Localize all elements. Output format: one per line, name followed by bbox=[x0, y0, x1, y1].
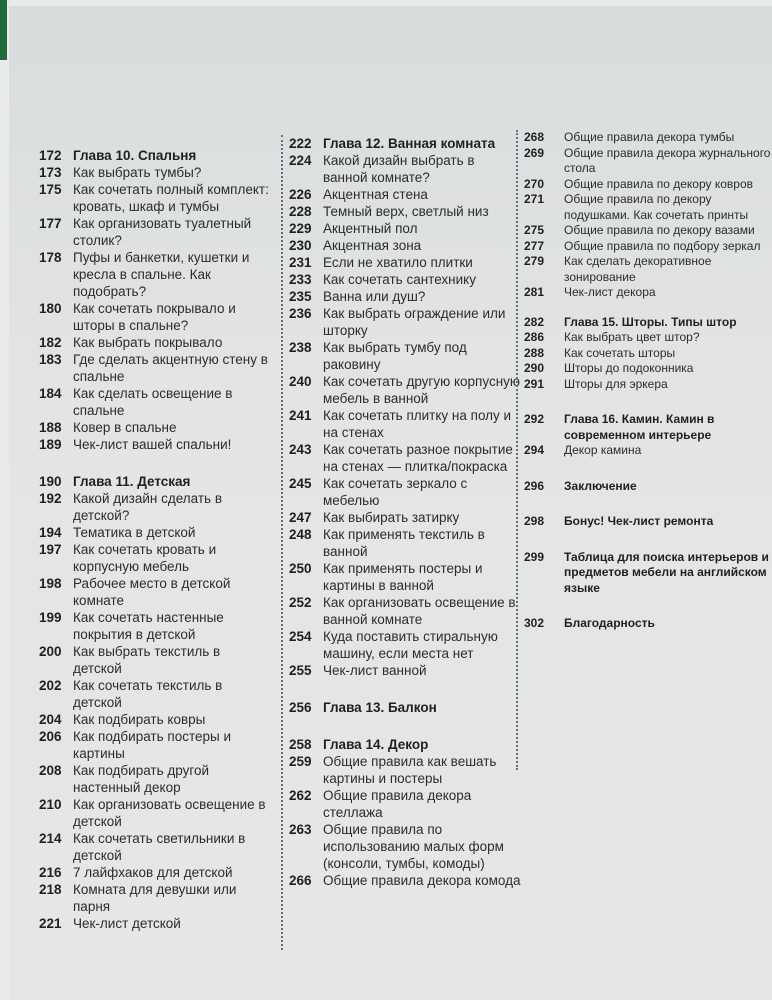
page-number: 172 bbox=[39, 148, 62, 163]
page-number: 210 bbox=[39, 797, 62, 812]
toc-entry bbox=[39, 419, 269, 436]
toc-chapter-entry bbox=[289, 699, 521, 716]
entry-title: Общие правила как вешать картины и постеры bbox=[323, 754, 497, 786]
entry-title: Общие правила декора тумбы bbox=[564, 130, 735, 144]
entry-title: Общие правила по подбору зеркал bbox=[564, 238, 761, 253]
section-gap bbox=[524, 530, 772, 550]
entry-title: Ковер в спальне bbox=[73, 420, 177, 435]
toc-entry bbox=[289, 509, 521, 526]
page-number: 199 bbox=[39, 610, 62, 625]
toc-entry bbox=[289, 373, 521, 407]
toc-entry bbox=[39, 334, 269, 351]
page-number: 275 bbox=[524, 223, 545, 237]
toc-entry bbox=[39, 351, 269, 385]
entry-title: Как организовать туалетный столик? bbox=[73, 216, 252, 248]
page-number: 197 bbox=[39, 542, 62, 557]
page-number: 208 bbox=[39, 763, 62, 778]
section-gap bbox=[39, 453, 269, 473]
entry-title: Общие правила по декору подушками. Как сочетать принты bbox=[564, 192, 749, 222]
entry-title: 7 лайфхаков для детской bbox=[73, 865, 233, 880]
page-number: 180 bbox=[39, 301, 62, 316]
page-number: 216 bbox=[39, 865, 62, 880]
entry-title: Как выбрать покрывало bbox=[73, 335, 223, 350]
toc-entry bbox=[39, 728, 269, 762]
toc-entry bbox=[289, 339, 521, 373]
page-number: 235 bbox=[289, 289, 312, 304]
toc-entry bbox=[289, 475, 521, 509]
toc-column-3 bbox=[516, 130, 772, 770]
entry-title: Как сделать декоративное зонирование bbox=[564, 254, 712, 284]
toc-entry bbox=[39, 864, 269, 881]
page-number: 258 bbox=[289, 737, 312, 752]
book-cover-edge bbox=[0, 0, 7, 60]
entry-title: Акцентная зона bbox=[323, 238, 422, 253]
page-number: 296 bbox=[524, 478, 545, 493]
page-number: 194 bbox=[39, 525, 62, 540]
page-number: 252 bbox=[289, 595, 312, 610]
entry-title: Как сочетать разное покрытие на стенах — плитка/покраска bbox=[323, 442, 513, 474]
toc-entry bbox=[39, 300, 269, 334]
chapter-title: Заключение bbox=[564, 478, 637, 493]
entry-title: Общие правила декора комода bbox=[323, 873, 521, 888]
chapter-title: Глава 13. Балкон bbox=[323, 700, 437, 715]
toc-column-2 bbox=[281, 135, 521, 950]
entry-title: Акцентная стена bbox=[323, 187, 428, 202]
toc-entry bbox=[524, 361, 772, 377]
chapter-title: Глава 11. Детская bbox=[73, 474, 191, 489]
page-number: 294 bbox=[524, 443, 545, 457]
page-number: 229 bbox=[289, 221, 312, 236]
page-number: 269 bbox=[524, 145, 545, 160]
chapter-title: Благодарность bbox=[564, 616, 655, 630]
page-number: 230 bbox=[289, 238, 312, 253]
entry-title: Как выбирать затирку bbox=[323, 510, 460, 525]
page-number: 262 bbox=[289, 788, 312, 803]
toc-entry bbox=[39, 181, 269, 215]
toc-entry bbox=[289, 872, 521, 889]
toc-chapter-entry bbox=[524, 412, 772, 443]
toc-chapter-entry bbox=[289, 135, 521, 152]
page-number: 247 bbox=[289, 510, 312, 525]
toc-entry bbox=[289, 560, 521, 594]
chapter-title: Глава 12. Ванная комната bbox=[323, 136, 496, 151]
toc-entry bbox=[289, 628, 521, 662]
toc-entry bbox=[39, 609, 269, 643]
entry-title: Как выбрать цвет штор? bbox=[564, 330, 700, 344]
page-number: 236 bbox=[289, 306, 312, 321]
entry-title: Как сочетать текстиль в детской bbox=[73, 678, 223, 710]
page-number: 182 bbox=[39, 335, 62, 350]
entry-title: Общие правила декора журнального стола bbox=[564, 145, 771, 175]
entry-title: Как выбрать тумбы? bbox=[73, 165, 202, 180]
page-number: 241 bbox=[289, 408, 312, 423]
toc-entry bbox=[524, 254, 772, 285]
section-gap bbox=[524, 596, 772, 616]
entry-title: Чек-лист детской bbox=[73, 916, 181, 931]
chapter-title: Глава 10. Спальня bbox=[73, 148, 197, 163]
page-number: 298 bbox=[524, 514, 545, 528]
toc-chapter-entry bbox=[39, 147, 269, 164]
page-number: 238 bbox=[289, 340, 312, 355]
entry-title: Куда поставить стиральную машину, если места нет bbox=[323, 629, 498, 661]
entry-title: Как сочетать настенные покрытия в детской bbox=[73, 610, 224, 642]
page-number: 240 bbox=[289, 374, 312, 389]
chapter-title: Глава 16. Камин. Камин в современном интерьере bbox=[564, 412, 715, 442]
chapter-title: Глава 14. Декор bbox=[323, 737, 429, 752]
toc-chapter-entry bbox=[524, 550, 772, 597]
toc-entry bbox=[289, 237, 521, 254]
page-number: 266 bbox=[289, 873, 312, 888]
page-number: 299 bbox=[524, 549, 545, 564]
section-gap bbox=[289, 716, 521, 736]
page-number: 282 bbox=[524, 314, 545, 329]
entry-title: Как сочетать зеркало с мебелью bbox=[323, 476, 468, 508]
entry-title: Акцентный пол bbox=[323, 221, 418, 236]
toc-chapter-entry bbox=[524, 616, 772, 632]
page-number: 183 bbox=[39, 352, 62, 367]
entry-title: Чек-лист вашей спальни! bbox=[73, 437, 232, 452]
toc-entry bbox=[39, 677, 269, 711]
entry-title: Как сочетать шторы bbox=[564, 345, 676, 360]
page-number: 214 bbox=[39, 831, 62, 846]
entry-title: Как применять постеры и картины в ванной bbox=[323, 561, 483, 593]
toc-chapter-entry bbox=[524, 479, 772, 495]
page-number: 221 bbox=[39, 916, 62, 931]
entry-title: Как сочетать светильники в детской bbox=[73, 831, 246, 863]
toc-entry bbox=[524, 377, 772, 393]
entry-title: Комната для девушки или парня bbox=[73, 882, 237, 914]
toc-entry bbox=[289, 220, 521, 237]
toc-entry bbox=[39, 762, 269, 796]
section-gap bbox=[289, 679, 521, 699]
entry-title: Как применять текстиль в ванной bbox=[323, 527, 485, 559]
chapter-title: Глава 15. Шторы. Типы штор bbox=[564, 314, 737, 329]
page-number: 189 bbox=[39, 437, 62, 452]
toc-entry bbox=[39, 524, 269, 541]
section-gap bbox=[524, 392, 772, 412]
toc-entry bbox=[289, 152, 521, 186]
entry-title: Как сочетать сантехнику bbox=[323, 272, 476, 287]
page-number: 290 bbox=[524, 361, 545, 375]
toc-entry bbox=[289, 288, 521, 305]
page-number: 254 bbox=[289, 629, 312, 644]
toc-entry bbox=[524, 146, 772, 177]
page-number: 206 bbox=[39, 729, 62, 744]
entry-title: Общие правила по использованию малых форм (консоли, тумбы, комоды) bbox=[323, 822, 504, 871]
entry-title: Как сделать освещение в спальне bbox=[73, 386, 233, 418]
entry-title: Шторы для эркера bbox=[564, 376, 668, 391]
page-number: 279 bbox=[524, 254, 545, 268]
toc-entry bbox=[39, 215, 269, 249]
page-number: 281 bbox=[524, 285, 545, 299]
toc-entry bbox=[289, 407, 521, 441]
entry-title: Какой дизайн выбрать в ванной комнате? bbox=[323, 153, 475, 185]
toc-entry bbox=[39, 164, 269, 181]
entry-title: Как выбрать тумбу под раковину bbox=[323, 340, 467, 372]
page-number: 286 bbox=[524, 330, 545, 344]
entry-title: Как сочетать другую корпусную мебель в ванной bbox=[323, 374, 521, 406]
toc-entry bbox=[289, 186, 521, 203]
toc-entry bbox=[39, 541, 269, 575]
toc-chapter-entry bbox=[524, 315, 772, 331]
toc-entry bbox=[524, 443, 772, 459]
toc-entry bbox=[39, 711, 269, 728]
toc-entry bbox=[39, 490, 269, 524]
page-number: 291 bbox=[524, 376, 545, 391]
page-number: 288 bbox=[524, 345, 545, 360]
book-page bbox=[9, 6, 772, 1000]
page-number: 190 bbox=[39, 474, 62, 489]
page-number: 302 bbox=[524, 616, 545, 630]
toc-entry bbox=[289, 526, 521, 560]
section-gap bbox=[524, 301, 772, 315]
page-number: 268 bbox=[524, 130, 545, 144]
toc-entry bbox=[289, 441, 521, 475]
entry-title: Шторы до подоконника bbox=[564, 361, 694, 375]
page-number: 228 bbox=[289, 204, 312, 219]
entry-title: Ванна или душ? bbox=[323, 289, 426, 304]
toc-chapter-entry bbox=[289, 736, 521, 753]
page-number: 188 bbox=[39, 420, 62, 435]
toc-entry bbox=[289, 821, 521, 872]
entry-title: Общие правила по декору ковров bbox=[564, 176, 753, 191]
toc-entry bbox=[289, 305, 521, 339]
entry-title: Тематика в детской bbox=[73, 525, 196, 540]
toc-column-1 bbox=[39, 147, 269, 932]
entry-title: Как выбрать текстиль в детской bbox=[73, 644, 221, 676]
toc-entry bbox=[39, 830, 269, 864]
page-number: 263 bbox=[289, 822, 312, 837]
page-number: 277 bbox=[524, 238, 545, 253]
page-number: 222 bbox=[289, 136, 312, 151]
page-number: 259 bbox=[289, 754, 312, 769]
entry-title: Общие правила по декору вазами bbox=[564, 223, 755, 237]
entry-title: Как организовать освещение в детской bbox=[73, 797, 266, 829]
entry-title: Как подбирать другой настенный декор bbox=[73, 763, 210, 795]
toc-entry bbox=[39, 796, 269, 830]
page-number: 184 bbox=[39, 386, 62, 401]
page-number: 248 bbox=[289, 527, 312, 542]
entry-title: Как сочетать покрывало и шторы в спальне? bbox=[73, 301, 236, 333]
toc-chapter-entry bbox=[39, 473, 269, 490]
page-number: 218 bbox=[39, 882, 62, 897]
page-number: 192 bbox=[39, 491, 62, 506]
page-number: 231 bbox=[289, 255, 312, 270]
page-number: 200 bbox=[39, 644, 62, 659]
entry-title: Где сделать акцентную стену в спальне bbox=[73, 352, 268, 384]
toc-entry bbox=[39, 881, 269, 915]
toc-entry bbox=[289, 594, 521, 628]
toc-entry bbox=[524, 130, 772, 146]
entry-title: Чек-лист ванной bbox=[323, 663, 427, 678]
toc-entry bbox=[289, 662, 521, 679]
toc-entry bbox=[524, 239, 772, 255]
page-number: 245 bbox=[289, 476, 312, 491]
toc-entry bbox=[524, 346, 772, 362]
page-number: 177 bbox=[39, 216, 62, 231]
page-number: 175 bbox=[39, 182, 62, 197]
chapter-title: Таблица для поиска интерьеров и предметов мебели на английском языке bbox=[564, 549, 769, 595]
page-number: 173 bbox=[39, 165, 62, 180]
entry-title: Пуфы и банкетки, кушетки и кресла в спальне. Как подобрать? bbox=[73, 250, 250, 299]
entry-title: Чек-лист декора bbox=[564, 285, 656, 299]
page-number: 224 bbox=[289, 153, 312, 168]
entry-title: Как сочетать полный комплект: кровать, шкаф и тумбы bbox=[73, 182, 269, 214]
toc-entry bbox=[524, 223, 772, 239]
toc-entry bbox=[39, 436, 269, 453]
toc-entry bbox=[524, 192, 772, 223]
entry-title: Общие правила декора стеллажа bbox=[323, 788, 472, 820]
entry-title: Как выбрать ограждение или шторку bbox=[323, 306, 506, 338]
section-gap bbox=[524, 494, 772, 514]
toc-chapter-entry bbox=[524, 514, 772, 530]
entry-title: Как сочетать плитку на полу и на стенах bbox=[323, 408, 512, 440]
page-number: 271 bbox=[524, 192, 545, 206]
entry-title: Темный верх, светлый низ bbox=[323, 204, 489, 219]
entry-title: Как подбирать постеры и картины bbox=[73, 729, 231, 761]
toc-entry bbox=[524, 330, 772, 346]
page-number: 226 bbox=[289, 187, 312, 202]
toc-entry bbox=[39, 575, 269, 609]
toc-entry bbox=[524, 177, 772, 193]
page-number: 250 bbox=[289, 561, 312, 576]
page-number: 255 bbox=[289, 663, 312, 678]
page-number: 256 bbox=[289, 700, 312, 715]
toc-entry bbox=[39, 643, 269, 677]
toc-entry bbox=[289, 203, 521, 220]
page-number: 178 bbox=[39, 250, 62, 265]
toc-entry bbox=[39, 249, 269, 300]
entry-title: Если не хватило плитки bbox=[323, 255, 473, 270]
entry-title: Какой дизайн сделать в детской? bbox=[73, 491, 223, 523]
toc-entry bbox=[289, 254, 521, 271]
entry-title: Как сочетать кровать и корпусную мебель bbox=[73, 542, 217, 574]
toc-entry bbox=[289, 271, 521, 288]
entry-title: Декор камина bbox=[564, 443, 642, 457]
entry-title: Как подбирать ковры bbox=[73, 712, 206, 727]
page-number: 243 bbox=[289, 442, 312, 457]
toc-entry bbox=[39, 385, 269, 419]
section-gap bbox=[524, 459, 772, 479]
page-number: 202 bbox=[39, 678, 62, 693]
entry-title: Как организовать освещение в ванной комнате bbox=[323, 595, 516, 627]
toc-entry bbox=[39, 915, 269, 932]
page-number: 270 bbox=[524, 176, 545, 191]
page-number: 204 bbox=[39, 712, 62, 727]
toc-entry bbox=[524, 285, 772, 301]
page-number: 233 bbox=[289, 272, 312, 287]
toc-entry bbox=[289, 787, 521, 821]
page-number: 198 bbox=[39, 576, 62, 591]
entry-title: Рабочее место в детской комнате bbox=[73, 576, 231, 608]
chapter-title: Бонус! Чек-лист ремонта bbox=[564, 514, 714, 528]
toc-entry bbox=[289, 753, 521, 787]
page-number: 292 bbox=[524, 412, 545, 426]
